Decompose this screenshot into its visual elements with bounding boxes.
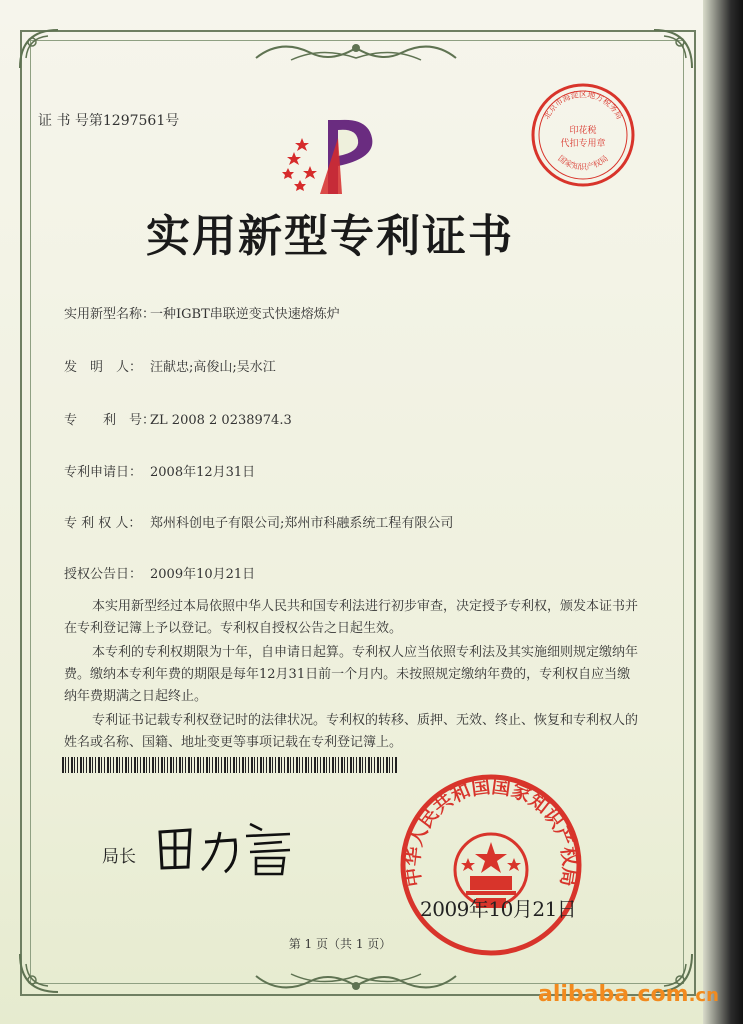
patent-office-logo-icon	[280, 108, 390, 198]
field-label: 专 利 权 人：	[64, 516, 142, 531]
field-patent-number	[64, 409, 292, 428]
chief-label: 局长	[102, 847, 136, 867]
field-value: 郑州科创电子有限公司;郑州市科融系统工程有限公司	[150, 516, 454, 531]
field-value: 汪献忠;高俊山;吴水江	[150, 360, 276, 375]
field-grant-date	[64, 563, 255, 582]
field-label: 授权公告日：	[64, 567, 143, 582]
body-paragraph-1: 本实用新型经过本局依照中华人民共和国专利法进行初步审查，决定授予专利权，颁发本证书并在专利登记簿上予以登记。专利权自授权公告之日起生效。	[64, 599, 639, 636]
small-seal-bottom-text: 国家知识产权局	[556, 153, 610, 172]
field-label: 专 利 号：	[64, 413, 156, 428]
seal-text: 中华人民共和国国家知识产权局	[401, 775, 581, 889]
field-label: 专利申请日：	[64, 465, 143, 480]
barcode	[62, 757, 398, 773]
small-seal-line2: 代扣专用章	[560, 139, 606, 149]
certificate-title: 实用新型专利证书	[146, 211, 514, 262]
signed-date: 2009年10月21日	[420, 897, 577, 921]
top-scroll-ornament	[251, 38, 461, 68]
certificate-number: 证 书 号第1297561号	[38, 113, 180, 129]
field-patentee	[64, 512, 453, 531]
stamp-duty-seal	[528, 80, 638, 190]
field-value: 一种IGBT串联逆变式快速熔炼炉	[150, 307, 340, 322]
director-signature	[150, 812, 310, 882]
field-label: 发 明 人：	[64, 360, 143, 375]
watermark-suffix: .cn	[688, 985, 719, 1006]
svg-text:中华人民共和国国家知识产权局	[401, 776, 582, 888]
field-inventor	[64, 356, 276, 375]
watermark-main: alibaba.com	[538, 982, 689, 1007]
bottom-scroll-ornament	[251, 966, 461, 996]
field-value: 2008年12月31日	[150, 465, 256, 480]
field-application-date	[64, 461, 255, 480]
field-utility-name	[64, 303, 340, 322]
site-watermark	[538, 982, 719, 1007]
scan-edge	[703, 0, 743, 1024]
small-seal-line1: 印花税	[569, 126, 597, 136]
field-value: ZL 2008 2 0238974.3	[150, 413, 292, 428]
field-value: 2009年10月21日	[150, 567, 256, 582]
svg-text:国家知识产权局	[556, 154, 609, 172]
body-paragraph-3: 专利证书记载专利权登记时的法律状况。专利权的转移、质押、无效、终止、恢复和专利权人的姓名或名称、国籍、地址变更等事项记载在专利登记簿上。	[64, 713, 639, 750]
corner-ornament-top-right	[634, 28, 694, 88]
page-number: 第 1 页（共 1 页）	[288, 937, 392, 951]
field-label: 实用新型名称：	[64, 307, 156, 322]
corner-ornament-top-left	[18, 28, 78, 88]
certificate-body	[64, 596, 639, 756]
small-seal-outer-text: 北京市海淀区地方税务局	[541, 90, 625, 121]
official-seal	[396, 770, 586, 960]
body-paragraph-2: 本专利的专利权期限为十年，自申请日起算。专利权人应当依照专利法及其实施细则规定缴纳年费。缴纳本专利年费的期限是每年12月31日前一个月内。未按照规定缴纳年费的，专利权自应当缴纳年费期满之日起终止。	[64, 645, 639, 704]
